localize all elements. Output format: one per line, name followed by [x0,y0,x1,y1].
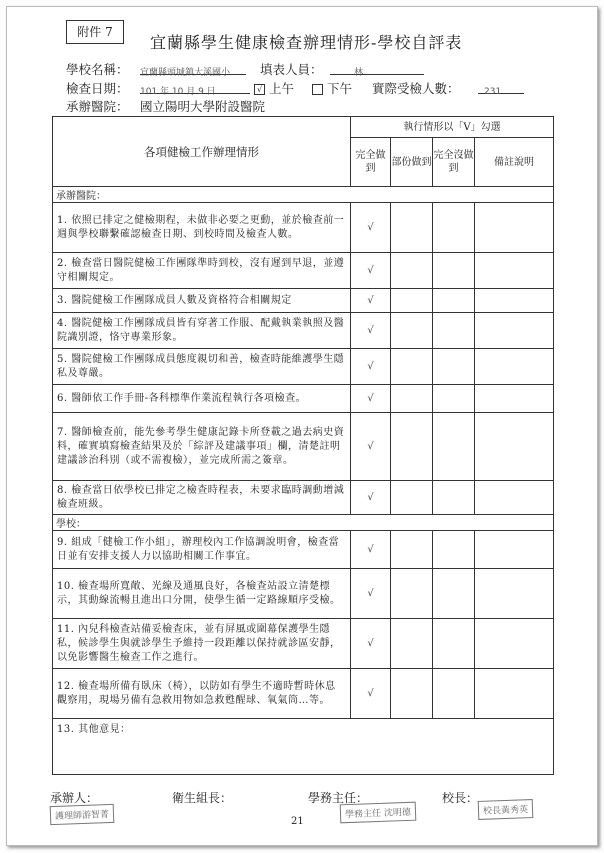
organizer-stamp: 護理師游智菁 [50,804,115,825]
full-check: √ [351,481,391,515]
hospital-label: 承辦醫院： [66,99,129,114]
full-check: √ [351,385,391,413]
none-check [433,413,475,481]
filler-field [330,60,424,78]
partial-check [391,289,433,313]
attachment-label: 附件 7 [66,20,124,44]
inspection-date-label: 檢查日期： [66,81,129,96]
table-row [53,253,554,289]
partial-check [391,385,433,413]
full-check: √ [351,253,391,289]
form-title: 宜蘭縣學生健康檢查辦理情形-學校自評表 [150,33,463,52]
remark-cell [475,313,554,349]
remark-cell [475,413,554,481]
remark-cell [475,385,554,413]
remark-cell [475,289,554,313]
partial-check [391,203,433,253]
partial-check [391,619,433,669]
academic-chief-label: 學務主任： [308,791,369,805]
item-text: 12. 檢查場所備有臥床（椅），以防如有學生不適時暫時休息觀察用，現場另備有急救用物如急救甦醒球、氧氣筒…等。 [53,669,351,719]
partial-check [391,481,433,515]
full-check: √ [351,531,391,569]
none-check [433,253,475,289]
remark-cell [475,481,554,515]
full-check: √ [351,349,391,385]
hospital-value: 國立陽明大學附設醫院 [140,99,266,114]
table-row [53,669,554,719]
partial-check [391,569,433,619]
none-check [433,569,475,619]
actual-count-field [478,79,524,97]
principal-label: 校長： [442,791,479,805]
page-number: 21 [291,816,304,827]
exec-header: 執行情形以「V」勾選 [351,117,554,138]
am-checkbox: √ [254,84,265,95]
full-check: √ [351,619,391,669]
remark-cell [475,669,554,719]
table-row [53,569,554,619]
full-check: √ [351,313,391,349]
item-text: 5. 醫院健檢工作團隊成員態度親切和善，檢查時能維護學生隱私及尊嚴。 [53,349,351,385]
table-row [53,313,554,349]
partial-check [391,413,433,481]
academic-chief-stamp: 學務主任 沈明德 [340,802,416,824]
filler-value: 林 [354,68,364,78]
remark-cell [475,349,554,385]
inspection-date-field [140,79,250,97]
table-row [53,619,554,669]
organizer-label: 承辦人： [50,791,99,805]
school-name-value: 宜蘭縣頭城鎮大溪國小 [140,68,231,78]
item-text: 4. 醫院健檢工作團隊成員皆有穿著工作服、配戴執業執照及醫院識別證，恪守專業形象。 [53,313,351,349]
item-text: 1. 依照已排定之健檢期程，未做非必要之更動，並於檢查前一週與學校聯繫確認檢查日期、到校時間及檢查人數。 [53,203,351,253]
pm-option [312,79,352,97]
section-hospital: 承辦醫院： [53,187,554,203]
col-partial-header: 部份做到 [391,138,433,187]
remark-cell [475,253,554,289]
full-check: √ [351,413,391,481]
filler-label: 填表人員： [260,62,323,77]
remark-cell [475,203,554,253]
full-check: √ [351,289,391,313]
table-row [53,289,554,313]
table-row [53,203,554,253]
col-remark-header: 備註說明 [475,138,554,187]
other-opinions: 13. 其他意見： [53,719,554,775]
item-text: 6. 醫師依工作手冊-各科標準作業流程執行各項檢查。 [53,385,351,413]
none-check [433,289,475,313]
am-label: 上午 [268,81,294,96]
table-row [53,413,554,481]
partial-check [391,313,433,349]
item-text: 8. 檢查當日依學校已排定之檢查時程表，未要求臨時調動增減檢查班級。 [53,481,351,515]
inspection-date-value: 101 年 10 月 9 日 [140,87,216,97]
table-row [53,349,554,385]
section-school: 學校： [53,515,554,531]
remark-cell [475,531,554,569]
partial-check [391,531,433,569]
none-check [433,669,475,719]
evaluation-table [52,116,554,775]
partial-check [391,669,433,719]
am-option [254,79,294,97]
item-text: 3. 醫院健檢工作團隊成員人數及資格符合相關規定 [53,289,351,313]
pm-checkbox [312,84,323,95]
full-check: √ [351,203,391,253]
table-row [53,481,554,515]
partial-check [391,253,433,289]
none-check [433,203,475,253]
none-check [433,385,475,413]
item-text: 11. 內兒科檢查站備妥檢查床，並有屏風或圍幕保護學生隱私，候診學生與就診學生予維持一段距離以保持就診區安靜，以免影響醫生檢查工作之進行。 [53,619,351,669]
principal-stamp: 校長黃秀英 [478,799,534,820]
item-text: 10. 檢查場所寬敞、光線及通風良好，各檢查站設立清楚標示，其動線流暢且進出口分開，使學生循一定路線順序受檢。 [53,569,351,619]
item-text: 7. 醫師檢查前，能先參考學生健康記錄卡所登載之過去病史資料，確實填寫檢查結果及於「綜評及建議事項」欄，清楚註明建議診治科別（或不需複檢），並完成所需之簽章。 [53,413,351,481]
actual-count-value: 231 [484,87,502,97]
none-check [433,619,475,669]
health-chief-label: 衛生組長： [172,791,233,805]
partial-check [391,349,433,385]
main-header: 各項健檢工作辦理情形 [53,117,351,187]
full-check: √ [351,669,391,719]
school-name-label: 學校名稱： [66,62,129,77]
item-text: 9. 組成「健檢工作小組」，辦理校內工作協調說明會，檢查當日並有安排支援人力以協助相關工作事宜。 [53,531,351,569]
col-none-header: 完全沒做到 [433,138,475,187]
none-check [433,481,475,515]
item-text: 2. 檢查當日醫院健檢工作團隊準時到校，沒有遲到早退，並遵守相關規定。 [53,253,351,289]
none-check [433,349,475,385]
full-check: √ [351,569,391,619]
table-row [53,531,554,569]
none-check [433,313,475,349]
table-row [53,385,554,413]
remark-cell [475,569,554,619]
pm-label: 下午 [326,81,352,96]
actual-count-label: 實際受檢人數： [372,81,460,96]
none-check [433,531,475,569]
remark-cell [475,619,554,669]
school-name-field [140,60,246,78]
col-full-header: 完全做到 [351,138,391,187]
